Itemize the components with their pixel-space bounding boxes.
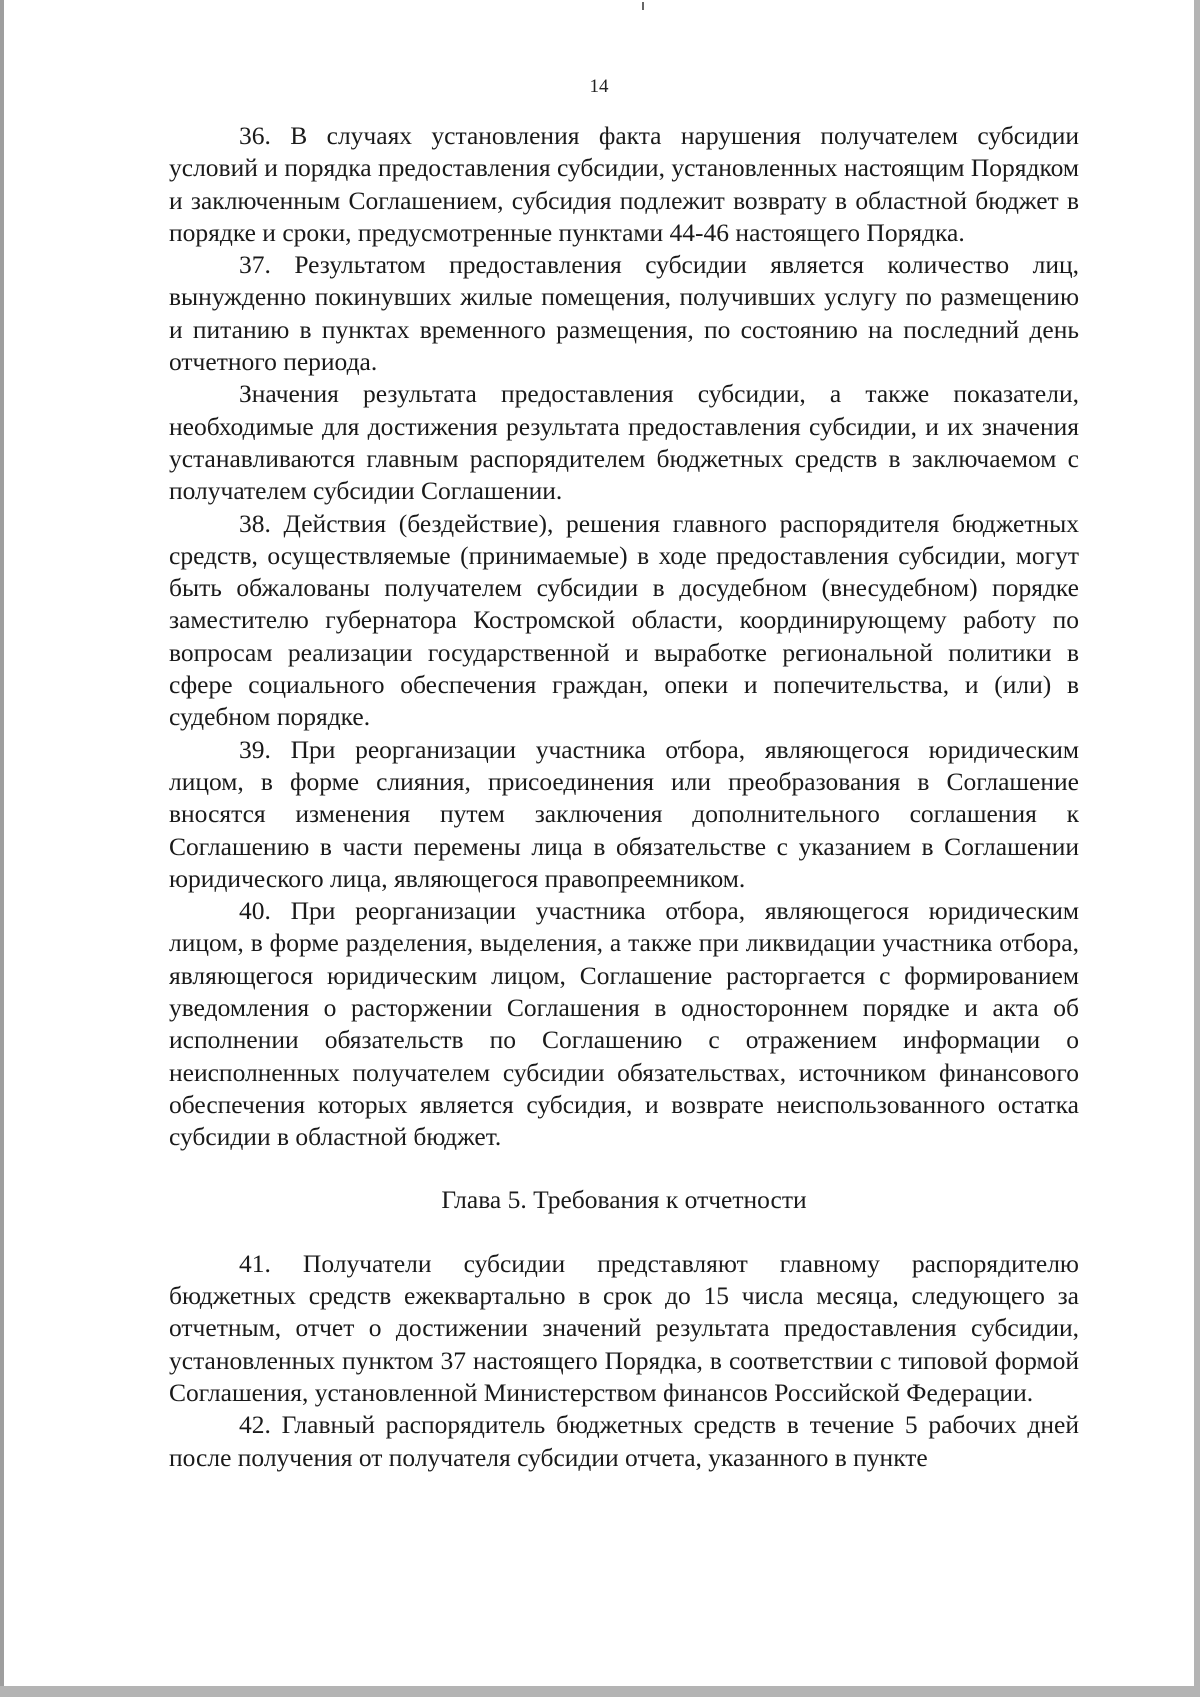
- paragraph-40: 40. При реорганизации участника отбора, являющегося юридическим лицом, в форме разделения, выделения, а также при ликвидации участника отбора, являющегося юридическим лицом, Соглашение расторгается с формированием уведомления о расторжении Соглашения в одностороннем порядке и акта об исполнении обязательств по Соглашению с отражением информации о неисполненных получателем субсидии обязательствах, источником финансового обеспечения которых является субсидия, и возврате неиспользованного остатка субсидии в областной бюджет.: [169, 896, 1079, 1152]
- paragraph-37: 37. Результатом предоставления субсидии является количество лиц, вынужденно покинувших жилые помещения, получивших услугу по размещению и питанию в пунктах временного размещения, по состоянию на последний день отчетного периода.: [169, 250, 1079, 377]
- paragraph-37-values: Значения результата предоставления субсидии, а также показатели, необходимые для достижения результата предоставления субсидии, и их значения устанавливаются главным распорядителем бюджетных средств в заключаемом с получателем субсидии Соглашении.: [169, 379, 1079, 506]
- paragraph-36: 36. В случаях установления факта нарушения получателем субсидии условий и порядка предоставления субсидии, установленных настоящим Порядком и заключенным Соглашением, субсидия подлежит возврату в областной бюджет в порядке и сроки, предусмотренные пунктами 44-46 настоящего Порядка.: [169, 121, 1079, 247]
- paragraph-38: 38. Действия (бездействие), решения главного распорядителя бюджетных средств, осуществляемые (принимаемые) в ходе предоставления субсидии, могут быть обжалованы получателем субсидии в досудебном (внесудебном) порядке заместителю губернатора Костромской области, координирующему работу по вопросам реализации государственной и выработке региональной политики в сфере социального обеспечения граждан, опеки и попечительства, и (или) в судебном порядке.: [169, 508, 1079, 732]
- document-body: [169, 120, 1079, 1474]
- paragraph-42: 42. Главный распорядитель бюджетных средств в течение 5 рабочих дней после получения от получателя субсидии отчета, указанного в пункте: [169, 1410, 1079, 1472]
- scan-artifact: [642, 2, 644, 10]
- paragraph-39: 39. При реорганизации участника отбора, являющегося юридическим лицом, в форме слияния, присоединения или преобразования в Соглашение вносятся изменения путем заключения дополнительного соглашения к Соглашению в части перемены лица в обязательстве с указанием в Соглашении юридического лица, являющегося правопреемником.: [169, 734, 1079, 893]
- paragraph-41: 41. Получатели субсидии представляют главному распорядителю бюджетных средств ежеквартально в срок до 15 числа месяца, следующего за отчетным, отчет о достижении значений результата предоставления субсидии, установленных пунктом 37 настоящего Порядка, в соответствии с типовой формой Соглашения, установленной Министерством финансов Российской Федерации.: [169, 1248, 1079, 1407]
- page-number: 14: [589, 76, 609, 97]
- chapter-heading: Глава 5. Требования к отчетности: [441, 1184, 807, 1214]
